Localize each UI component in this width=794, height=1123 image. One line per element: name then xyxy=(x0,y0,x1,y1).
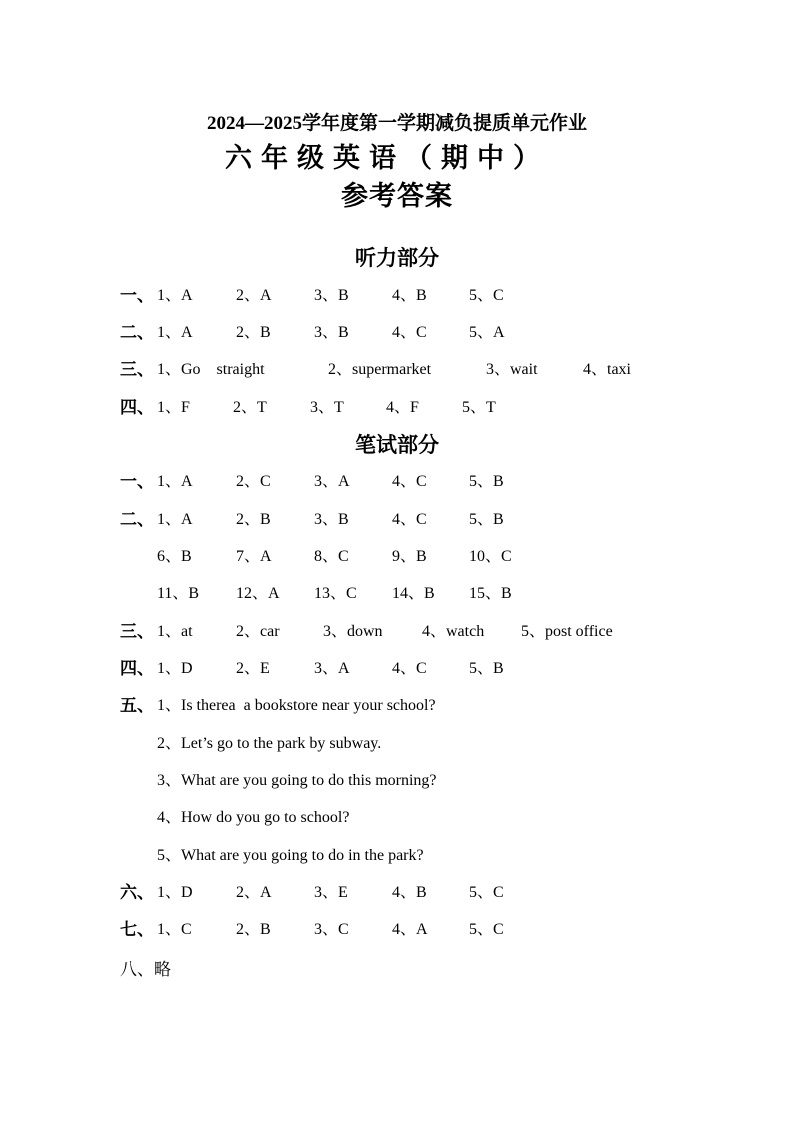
answer-item: 2、B xyxy=(236,324,271,341)
answer-item: 3、down xyxy=(323,623,383,640)
answer-item: 2、car xyxy=(236,623,280,640)
answer-item: 2、T xyxy=(233,399,267,416)
answer-item: 3、T xyxy=(310,399,344,416)
question-number: 一、 xyxy=(120,286,154,305)
answer-item: 5、post office xyxy=(521,623,613,640)
answer-item: 5、C xyxy=(469,884,504,901)
answer-item: 1、C xyxy=(157,921,192,938)
answer-item: 1、A xyxy=(157,473,193,490)
answer-item: 2、supermarket xyxy=(328,361,432,378)
question-number: 三、 xyxy=(120,360,154,379)
answer-item: 1、F xyxy=(157,399,190,416)
answer-item: 3、B xyxy=(314,511,349,528)
answer-item: 5、B xyxy=(469,511,504,528)
answer-item: 9、B xyxy=(392,548,427,565)
answer-item: 1、D xyxy=(157,660,193,677)
answer-item: 5、B xyxy=(469,473,504,490)
answer-item: 2、A xyxy=(236,884,272,901)
answer-item: 1、D xyxy=(157,884,193,901)
question-number: 三、 xyxy=(120,622,154,641)
answer-item: 3、C xyxy=(314,921,349,938)
answer-item: 2、B xyxy=(236,511,271,528)
answer-sentence: 1、Is therea a bookstore near your school? xyxy=(157,697,436,714)
subject-title: 六年级英语（期中） xyxy=(225,143,549,173)
writing-section-title: 笔试部分 xyxy=(355,433,439,457)
question-number: 八、 xyxy=(120,960,154,979)
answer-item: 2、E xyxy=(236,660,270,677)
answer-item: 6、B xyxy=(157,548,192,565)
answer-item: 3、E xyxy=(314,884,348,901)
answer-item: 14、B xyxy=(392,585,435,602)
answer-item: 13、C xyxy=(314,585,357,602)
answer-item: 3、B xyxy=(314,324,349,341)
answer-item: 5、C xyxy=(469,287,504,304)
answer-item: 4、B xyxy=(392,287,427,304)
answer-item: 4、watch xyxy=(422,623,485,640)
answer-item: 略 xyxy=(154,960,171,979)
answer-item: 12、A xyxy=(236,585,280,602)
question-number: 五、 xyxy=(120,696,154,715)
answer-sentence: 4、How do you go to school? xyxy=(157,809,350,826)
answer-sentence: 5、What are you going to do in the park? xyxy=(157,847,424,864)
answer-item: 5、T xyxy=(462,399,496,416)
answer-item: 2、B xyxy=(236,921,271,938)
answer-item: 1、A xyxy=(157,511,193,528)
question-number: 二、 xyxy=(120,510,154,529)
listening-section-title: 听力部分 xyxy=(355,246,439,270)
answer-item: 3、B xyxy=(314,287,349,304)
answer-item: 5、C xyxy=(469,921,504,938)
answer-item: 4、F xyxy=(386,399,419,416)
answer-item: 2、C xyxy=(236,473,271,490)
answer-item: 10、C xyxy=(469,548,512,565)
answer-item: 4、C xyxy=(392,324,427,341)
answer-key-title: 参考答案 xyxy=(341,181,453,211)
answer-item: 5、B xyxy=(469,660,504,677)
answer-item: 4、C xyxy=(392,660,427,677)
answer-item: 3、A xyxy=(314,660,350,677)
answer-item: 7、A xyxy=(236,548,272,565)
document-main-title: 2024—2025学年度第一学期减负提质单元作业 xyxy=(206,113,587,134)
answer-item: 11、B xyxy=(157,585,200,602)
answer-item: 4、A xyxy=(392,921,428,938)
answer-item: 15、B xyxy=(469,585,512,602)
question-number: 七、 xyxy=(120,920,154,939)
answer-item: 2、A xyxy=(236,287,272,304)
answer-item: 1、A xyxy=(157,324,193,341)
answer-item: 4、C xyxy=(392,473,427,490)
answer-item: 1、at xyxy=(157,623,193,640)
answer-item: 3、A xyxy=(314,473,350,490)
question-number: 二、 xyxy=(120,323,154,342)
question-number: 四、 xyxy=(120,659,154,678)
question-number: 六、 xyxy=(120,883,154,902)
answer-item: 4、taxi xyxy=(583,361,631,378)
answer-item: 1、A xyxy=(157,287,193,304)
answer-item: 5、A xyxy=(469,324,505,341)
answer-item: 3、wait xyxy=(486,361,538,378)
answer-item: 4、C xyxy=(392,511,427,528)
answer-item: 4、B xyxy=(392,884,427,901)
question-number: 四、 xyxy=(120,398,154,417)
answer-item: 1、Go straight xyxy=(157,361,265,378)
question-number: 一、 xyxy=(120,472,154,491)
answer-sentence: 3、What are you going to do this morning? xyxy=(157,772,437,789)
answer-item: 8、C xyxy=(314,548,349,565)
answer-sentence: 2、Let’s go to the park by subway. xyxy=(157,735,382,752)
